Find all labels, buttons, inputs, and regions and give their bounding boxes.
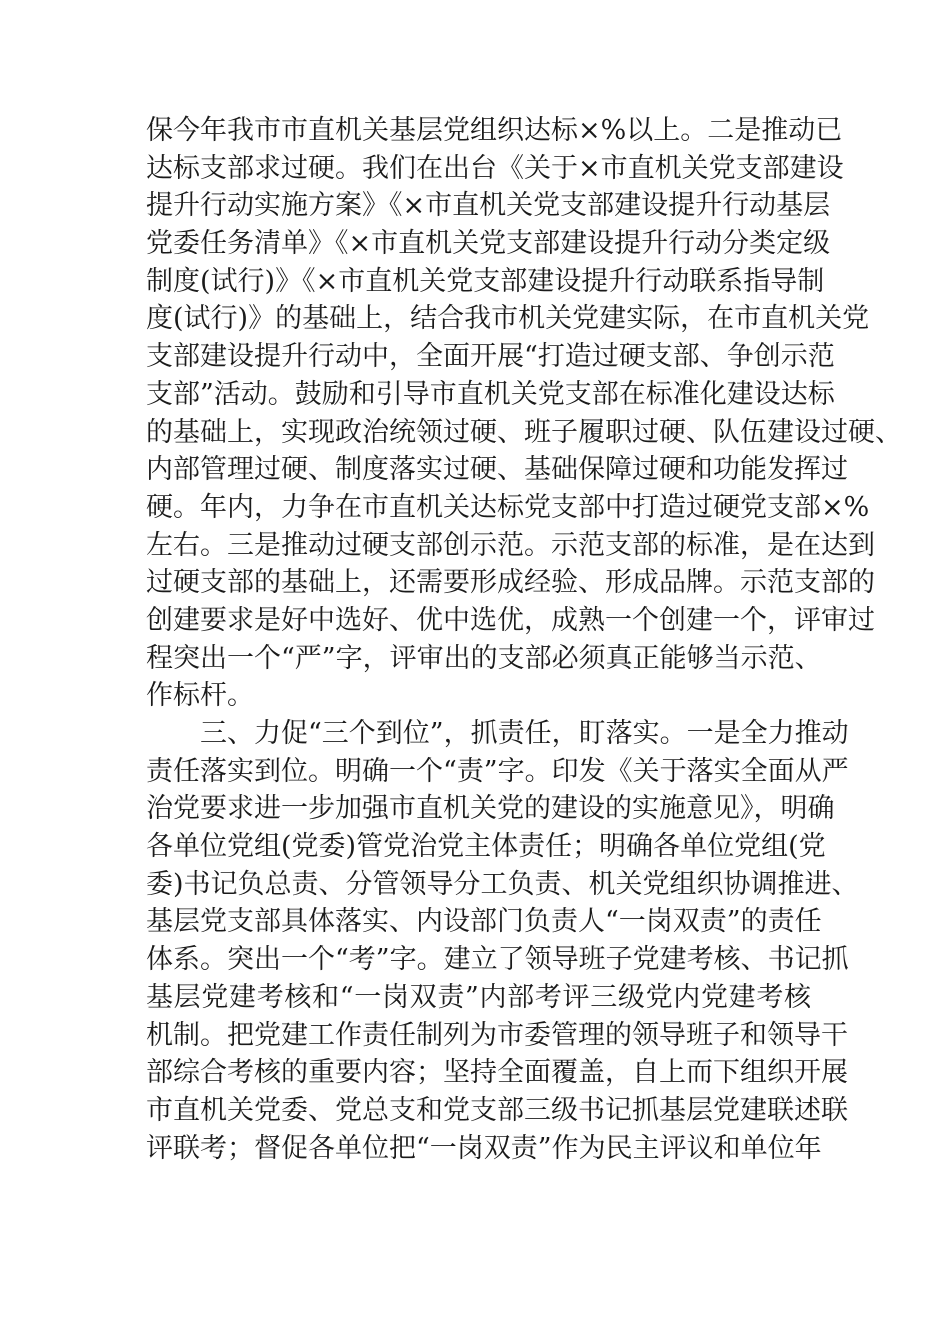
text-line: 机制。把党建工作责任制列为市委管理的领导班子和领导干 (146, 1019, 848, 1051)
text-line: 支部”活动。鼓励和引导市直机关党支部在标准化建设达标 (146, 378, 835, 410)
text-line: 过硬支部的基础上，还需要形成经验、形成品牌。示范支部的 (146, 567, 875, 599)
text-line: 三、力促“三个到位”，抓责任，盯落实。一是全力推动 (200, 718, 849, 749)
text-line: 基层党建考核和“一岗双责”内部考评三级党内党建考核 (146, 981, 811, 1013)
text-line: 创建要求是好中选好、优中选优，成熟一个创建一个，评审过 (146, 604, 875, 636)
text-line: 左右。三是推动过硬支部创示范。示范支部的标准，是在达到 (146, 529, 875, 561)
text-line: 各单位党组(党委)管党治党主体责任；明确各单位党组(党 (146, 831, 826, 863)
paragraph-2 (146, 715, 859, 1167)
text-line: 委)书记负总责、分管领导分工负责、机关党组织协调推进、 (146, 868, 859, 900)
text-line: 部综合考核的重要内容；坚持全面覆盖，自上而下组织开展 (146, 1057, 848, 1089)
text-line: 达标支部求过硬。我们在出台《关于×市直机关党支部建设 (146, 152, 844, 184)
text-line: 责任落实到位。明确一个“责”字。印发《关于落实全面从严 (146, 755, 849, 787)
text-line: 的基础上，实现政治统领过硬、班子履职过硬、队伍建设过硬、 (146, 416, 902, 448)
text-line: 治党要求进一步加强市直机关党的建设的实施意见》，明确 (146, 793, 835, 825)
text-line: 度(试行)》的基础上，结合我市机关党建实际，在市直机关党 (146, 303, 870, 335)
text-line: 作标杆。 (146, 680, 254, 712)
text-line: 保今年我市市直机关基层党组织达标×%以上。二是推动已 (146, 115, 843, 146)
text-line: 基层党支部具体落实、内设部门负责人“一岗双责”的责任 (146, 906, 822, 938)
text-line: 市直机关党委、党总支和党支部三级书记抓基层党建联述联 (146, 1094, 848, 1126)
text-line: 程突出一个“严”字，评审出的支部必须真正能够当示范、 (146, 642, 822, 674)
text-line: 制度(试行)》《×市直机关党支部建设提升行动联系指导制 (146, 265, 825, 297)
text-line: 评联考；督促各单位把“一岗双责”作为民主评议和单位年 (146, 1132, 822, 1164)
paragraph-1 (146, 112, 902, 715)
text-line: 支部建设提升行动中，全面开展“打造过硬支部、争创示范 (146, 341, 835, 373)
text-line: 提升行动实施方案》《×市直机关党支部建设提升行动基层 (146, 190, 831, 222)
text-line: 硬。年内，力争在市直机关达标党支部中打造过硬党支部×% (146, 491, 870, 523)
text-line: 体系。突出一个“考”字。建立了领导班子党建考核、书记抓 (146, 944, 849, 976)
text-line: 党委任务清单》《×市直机关党支部建设提升行动分类定级 (146, 228, 831, 260)
text-line: 内部管理过硬、制度落实过硬、基础保障过硬和功能发挥过 (146, 454, 848, 486)
document-body (146, 112, 902, 1167)
